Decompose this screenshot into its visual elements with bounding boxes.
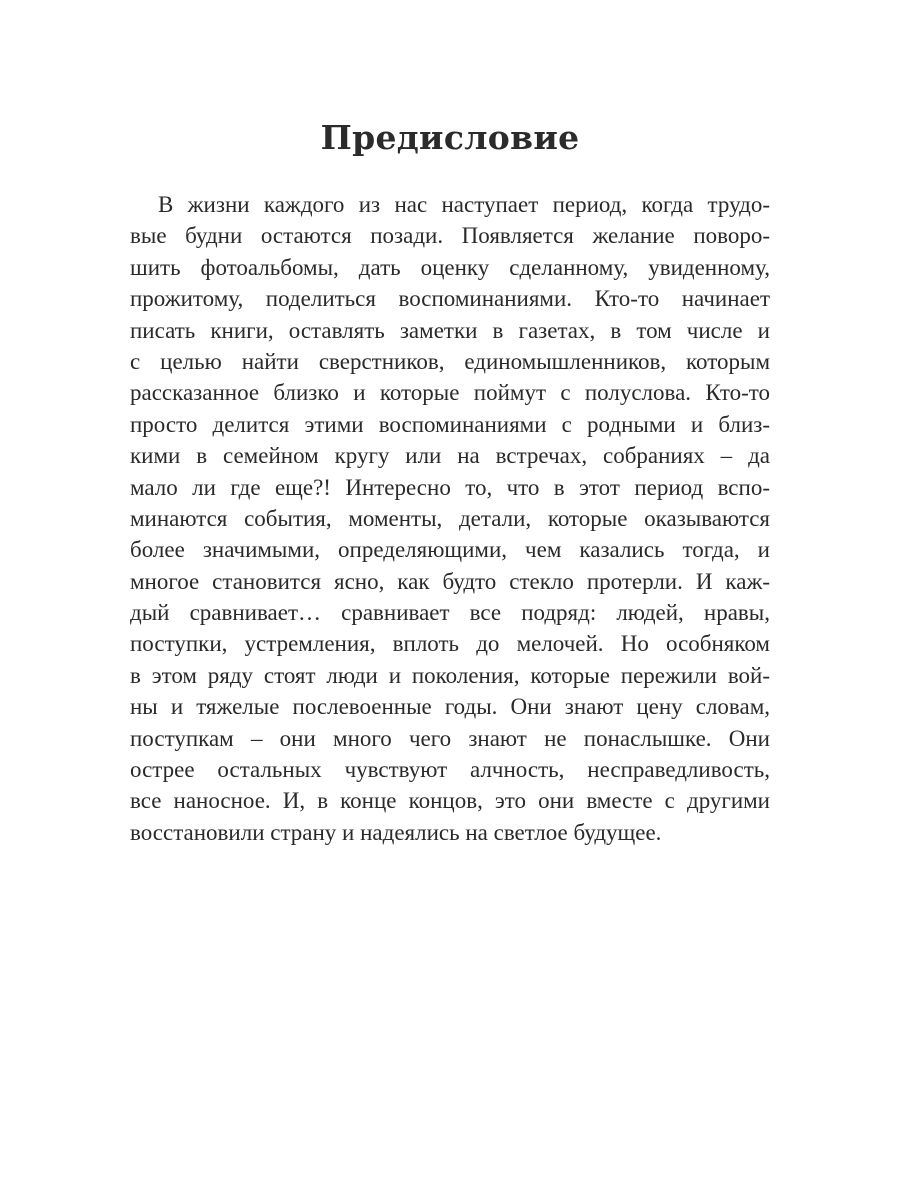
page-title: Предисловие [320, 118, 580, 157]
text-line: поступкам – они много чего знают не понаслышке. Они [130, 725, 770, 751]
text-line: все наносное. И, в конце концов, это они вместе с другими [130, 788, 770, 814]
text-line: В жизни каждого из нас наступает период, когда трудо- [158, 192, 770, 217]
text-line: острее остальных чувствуют алчность, несправедливость, [130, 757, 770, 783]
text-line: в этом ряду стоят люди и поколения, которые пережили вой- [130, 662, 770, 688]
text-line: минаются события, моменты, детали, которые оказываются [130, 505, 770, 531]
text-line: дый сравнивает… сравнивает все подряд: людей, нравы, [130, 600, 770, 626]
text-line: кими в семейном кругу или на встречах, собраниях – да [130, 443, 770, 469]
text-line: рассказанное близко и которые поймут с полуслова. Кто-то [130, 380, 770, 406]
text-line: более значимыми, определяющими, чем казались тогда, и [130, 537, 770, 563]
text-line: писать книги, оставлять заметки в газетах, в том числе и [130, 317, 770, 343]
text-line: поступки, устремления, вплоть до мелочей. Но особняком [130, 631, 770, 657]
text-line: мало ли где еще?! Интересно то, что в этот период вспо- [130, 474, 770, 500]
text-line: ны и тяжелые послевоенные годы. Они знают цену словам, [130, 694, 770, 720]
text-line: восстановили страну и надеялись на светлое будущее. [130, 819, 662, 845]
preface-paragraph [130, 189, 770, 848]
text-line: шить фотоальбомы, дать оценку сделанному, увиденному, [130, 254, 770, 280]
text-line: прожитому, поделиться воспоминаниями. Кто-то начинает [130, 286, 770, 312]
text-line: вые будни остаются позади. Появляется желание поворо- [130, 223, 770, 249]
text-line: просто делится этими воспоминаниями с родными и близ- [130, 411, 770, 437]
text-line: с целью найти сверстников, единомышленников, которым [130, 348, 770, 374]
text-line: многое становится ясно, как будто стекло протерли. И каж- [130, 568, 770, 594]
